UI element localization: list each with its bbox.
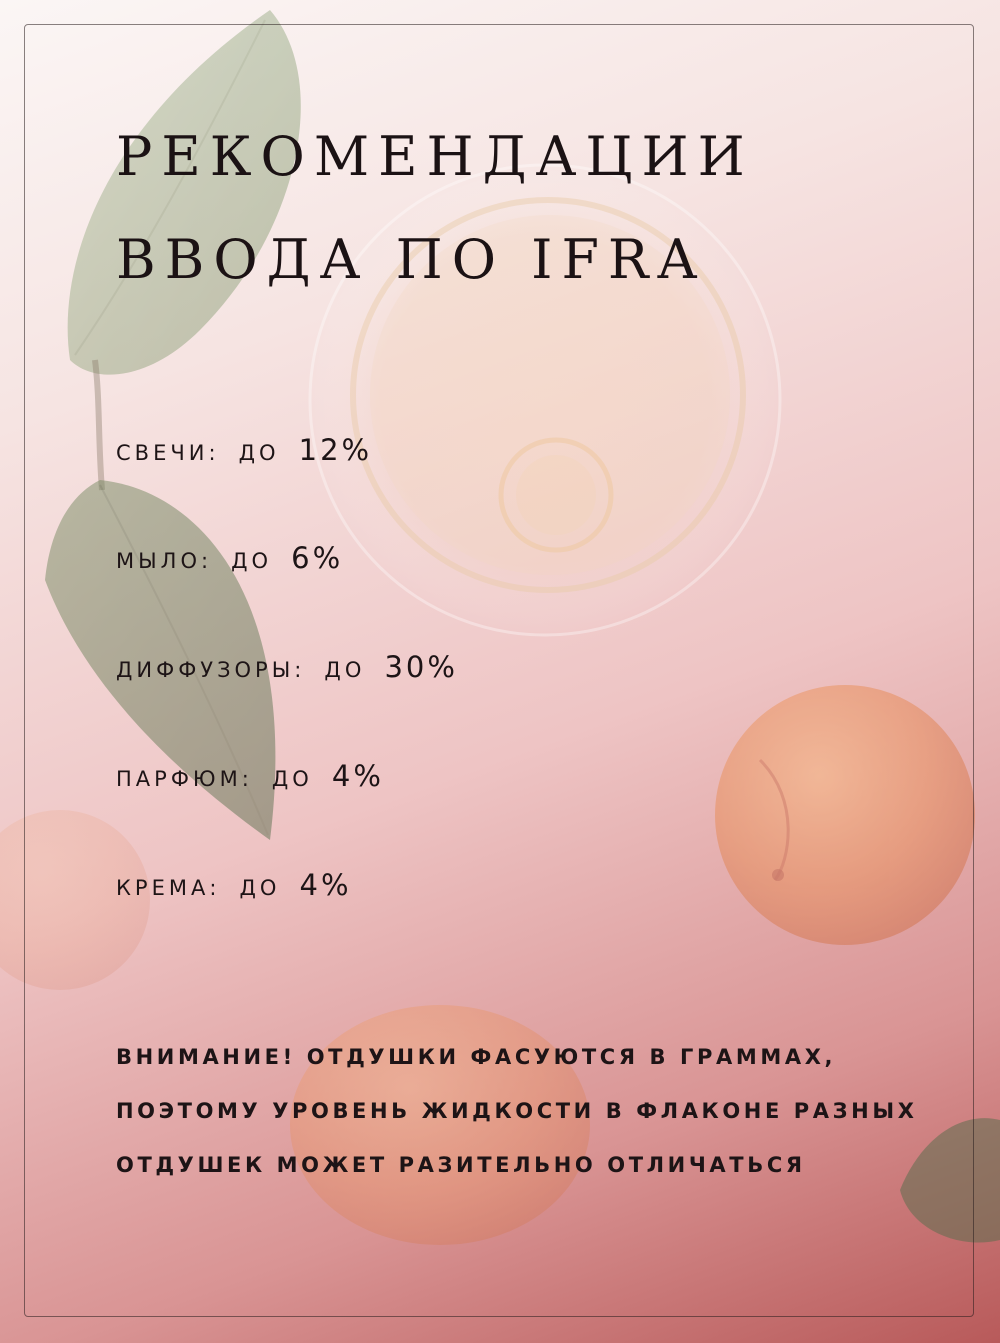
rate-label: ПАРФЮМ: <box>116 767 253 791</box>
rate-value: 30% <box>384 650 458 684</box>
rate-label: ДИФФУЗОРЫ: <box>116 658 306 682</box>
rate-label: КРЕМА: <box>116 876 221 900</box>
rate-row-perfume <box>116 751 384 801</box>
rate-value: 6% <box>291 541 344 575</box>
rate-prefix: ДО <box>238 441 280 465</box>
rate-value: 4% <box>299 868 352 902</box>
rate-prefix: ДО <box>239 876 281 900</box>
rate-prefix: ДО <box>324 658 366 682</box>
rate-prefix: ДО <box>231 549 273 573</box>
rate-row-soap <box>116 533 343 583</box>
rate-row-diffusers <box>116 642 458 692</box>
rate-label: СВЕЧИ: <box>116 441 220 465</box>
page-title <box>116 105 916 311</box>
title-line-2: ВВОДА ПО IFRA <box>116 228 706 291</box>
rate-row-creams <box>116 860 352 910</box>
rate-prefix: ДО <box>271 767 313 791</box>
rate-row-candles <box>116 425 372 475</box>
notice-line-1: ВНИМАНИЕ! ОТДУШКИ ФАСУЮТСЯ В ГРАММАХ, <box>116 1045 837 1069</box>
warning-notice <box>116 1030 936 1192</box>
rate-label: МЫЛО: <box>116 549 213 573</box>
rate-value: 4% <box>331 759 384 793</box>
notice-line-2: ПОЭТОМУ УРОВЕНЬ ЖИДКОСТИ В ФЛАКОНЕ РАЗНЫХ <box>116 1099 918 1123</box>
rate-value: 12% <box>298 433 373 467</box>
title-line-1: РЕКОМЕНДАЦИИ <box>116 125 754 188</box>
notice-line-3: ОТДУШЕК МОЖЕТ РАЗИТЕЛЬНО ОТЛИЧАТЬСЯ <box>116 1153 806 1177</box>
